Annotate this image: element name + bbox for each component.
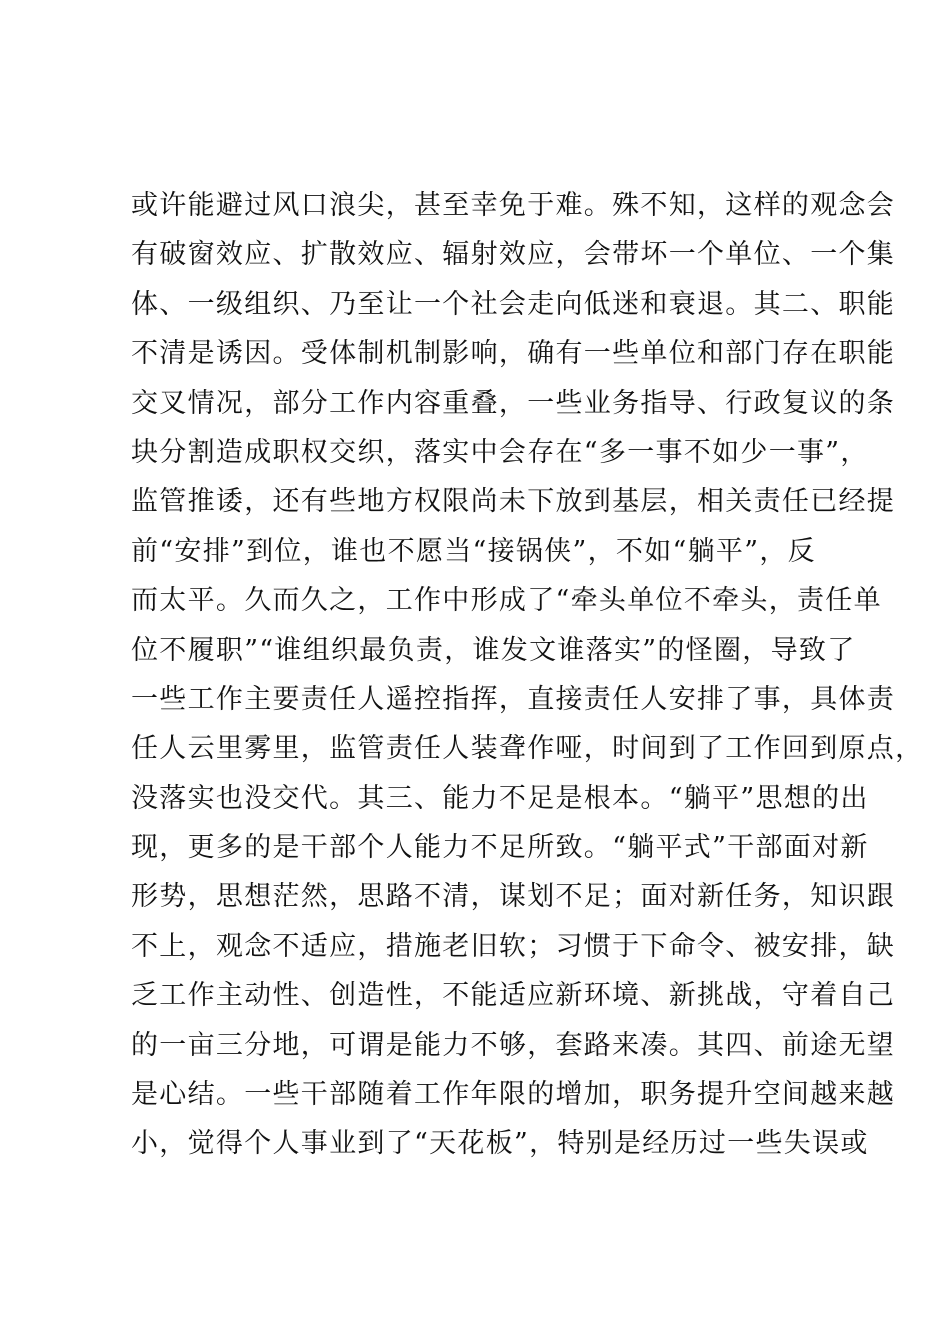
body-paragraph bbox=[131, 181, 924, 1169]
text-line-15: 形势，思想茫然，思路不清，谋划不足；面对新任务，知识跟 bbox=[131, 881, 896, 913]
text-line-20: 小，觉得个人事业到了“天花板”，特别是经历过一些失误或 bbox=[131, 1128, 869, 1160]
text-line-5: 交叉情况，部分工作内容重叠，一些业务指导、行政复议的条 bbox=[131, 387, 896, 419]
text-line-18: 的一亩三分地，可谓是能力不够，套路来凑。其四、前途无望 bbox=[131, 1029, 896, 1061]
text-line-4: 不清是诱因。受体制机制影响，确有一些单位和部门存在职能 bbox=[131, 338, 896, 370]
text-line-13: 没落实也没交代。其三、能力不足是根本。“躺平”思想的出 bbox=[131, 782, 869, 814]
text-line-6: 块分割造成职权交织，落实中会存在“多一事不如少一事”， bbox=[131, 436, 869, 468]
text-line-14: 现，更多的是干部个人能力不足所致。“躺平式”干部面对新 bbox=[131, 832, 869, 864]
text-line-9: 而太平。久而久之，工作中形成了“牵头单位不牵头，责任单 bbox=[131, 585, 882, 617]
text-line-17: 乏工作主动性、创造性，不能适应新环境、新挑战，守着自己 bbox=[131, 980, 896, 1012]
text-line-3: 体、一级组织、乃至让一个社会走向低迷和衰退。其二、职能 bbox=[131, 288, 896, 320]
text-line-8: 前“安排”到位，谁也不愿当“接锅侠”，不如“躺平”，反 bbox=[131, 535, 816, 567]
text-line-11: 一些工作主要责任人遥控指挥，直接责任人安排了事，具体责 bbox=[131, 683, 896, 715]
text-line-1: 或许能避过风口浪尖，甚至幸免于难。殊不知，这样的观念会 bbox=[131, 190, 896, 221]
text-line-2: 有破窗效应、扩散效应、辐射效应，会带坏一个单位、一个集 bbox=[131, 239, 896, 271]
text-line-10: 位不履职”“谁组织最负责，谁发文谁落实”的怪圈，导致了 bbox=[131, 634, 856, 666]
text-line-7: 监管推诿，还有些地方权限尚未下放到基层，相关责任已经提 bbox=[131, 486, 896, 518]
text-line-19: 是心结。一些干部随着工作年限的增加，职务提升空间越来越 bbox=[131, 1079, 896, 1111]
text-line-12: 任人云里雾里，监管责任人装聋作哑，时间到了工作回到原点， bbox=[131, 733, 924, 765]
text-line-16: 不上，观念不适应，措施老旧软；习惯于下命令、被安排，缺 bbox=[131, 930, 896, 962]
